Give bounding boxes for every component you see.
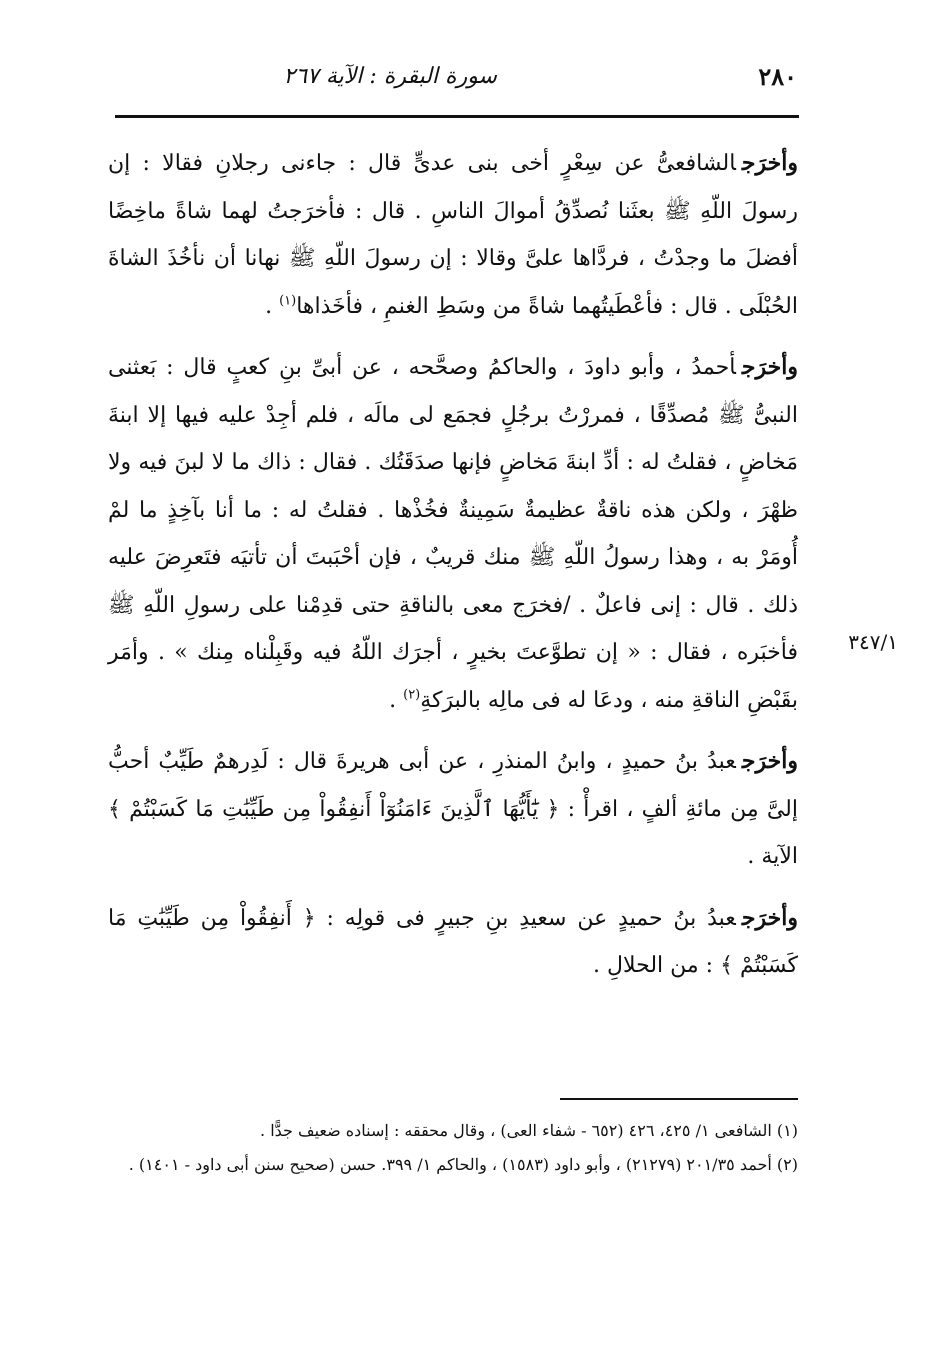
paragraph-text: أحمدُ ، وأبو داودَ ، والحاكمُ وصحَّحه ، عن أبىِّ بنِ كعبٍ قال : بَعثنى النبىُّ ﷺ مُصدِّقًا ، فمررْتُ برجُلٍ فجمَع لى مالَه ، فلم أجِدْ عليه فيها إلا ابنةَ مَخاضٍ ، فقلتُ له : أدِّ ابنةَ مَخاضٍ فإنها صدَقَتُك . فقال : ذاك ما لا لبنَ فيه ولا ظهْرَ ، ولكن هذه ناقةٌ عظيمةٌ سَمِينةٌ فخُذْها . فقلتُ له : ما أنا بآخِذٍ ما لمْ أُومَرْ به ، وهذا رسولُ اللّهِ ﷺ منك قريبٌ ، فإن أحْبَبتَ أن تأتيَه فتَعرِضَ عليه ذلك . قال : إنى فاعلٌ . /فخرَج معى بالناقةِ حتى قدِمْنا على رسولِ اللّهِ ﷺ فأخبَره ، فقال : « إن تطوَّعتَ بخيرٍ ، أجرَك اللّهُ فيه وقَبِلْناه مِنك » . وأمَر بقَبْضِ الناقةِ منه ، ودعَا له فى مالِه بالبرَكةِ [108, 355, 798, 713]
marginal-reference: ٣٤٧/١ [848, 630, 898, 654]
footnotes [115, 1114, 798, 1182]
paragraph [108, 344, 798, 724]
paragraph [108, 895, 798, 990]
main-text [108, 140, 798, 990]
paragraph-text: عبدُ بنُ حميدٍ عن سعيدِ بنِ جبيرٍ فى قولِه : ﴿ أَنفِقُواْ مِن طَيِّبَٰتِ مَا كَسَبْتُمْ ﴾ : من الحلالِ . [108, 905, 798, 978]
paragraph-text: الشافعىُّ عن سِعْرٍ أخى بنى عدىٍّ قال : جاءنى رجلانِ فقالا : إن رسولَ اللّهِ ﷺ بعثَنا نُصدِّقُ أموالَ الناسِ . قال : فأخرَجتُ لهما شاةً ماخِضًا أفضلَ ما وجدْتُ ، فردَّاها علىَّ وقالا : إن رسولَ اللّهِ ﷺ نهانا أن نأخُذَ الشاةَ الحُبْلَى . قال : فأعْطَيتُهما شاةً من وسَطِ الغنمِ ، فأخَذاها [108, 151, 798, 319]
paragraph-lead: وأخرَج [741, 748, 798, 774]
running-title: سورة البقرة : الآية ٢٦٧ [283, 64, 497, 89]
page-number: ٢٨٠ [758, 62, 797, 91]
paragraph-lead: وأخرَج [741, 150, 798, 176]
footnote-1: (١) الشافعى ١/ ٤٢٥، ٤٢٦ (٦٥٢ - شفاء العى) ، وقال محققه : إسناده ضعيف جدًّا . [260, 1121, 798, 1140]
running-head [115, 62, 797, 102]
paragraph-tail: . [265, 293, 280, 319]
paragraph [108, 140, 798, 330]
paragraph-text: عبدُ بنُ حميدٍ ، وابنُ المنذرِ ، عن أبى هريرةَ قال : لَدِرهمٌ طَيِّبٌ أحبُّ إلىَّ مِن مائةِ ألفٍ ، اقرأْ : ﴿ يَٰٓأَيُّهَا ٱلَّذِينَ ءَامَنُوٓاْ أَنفِقُواْ مِن طَيِّبَٰتِ مَا كَسَبْتُمْ ﴾ الآية . [108, 749, 798, 869]
footnote-rule [560, 1098, 798, 1100]
footnote-2: (٢) أحمد ٢٠١/٣٥ (٢١٢٧٩) ، وأبو داود (١٥٨٣) ، والحاكم ١/ ٣٩٩. حسن (صحيح سنن أبى داود - ١٤٠١) . [128, 1155, 798, 1174]
footnote-ref: (١) [279, 293, 297, 309]
paragraph-tail: . [389, 687, 404, 713]
footnote-ref: (٢) [403, 687, 421, 703]
paragraph-lead: وأخرَج [741, 354, 798, 380]
paragraph-lead: وأخرَج [741, 904, 798, 931]
header-rule [115, 115, 799, 118]
paragraph [108, 738, 798, 881]
